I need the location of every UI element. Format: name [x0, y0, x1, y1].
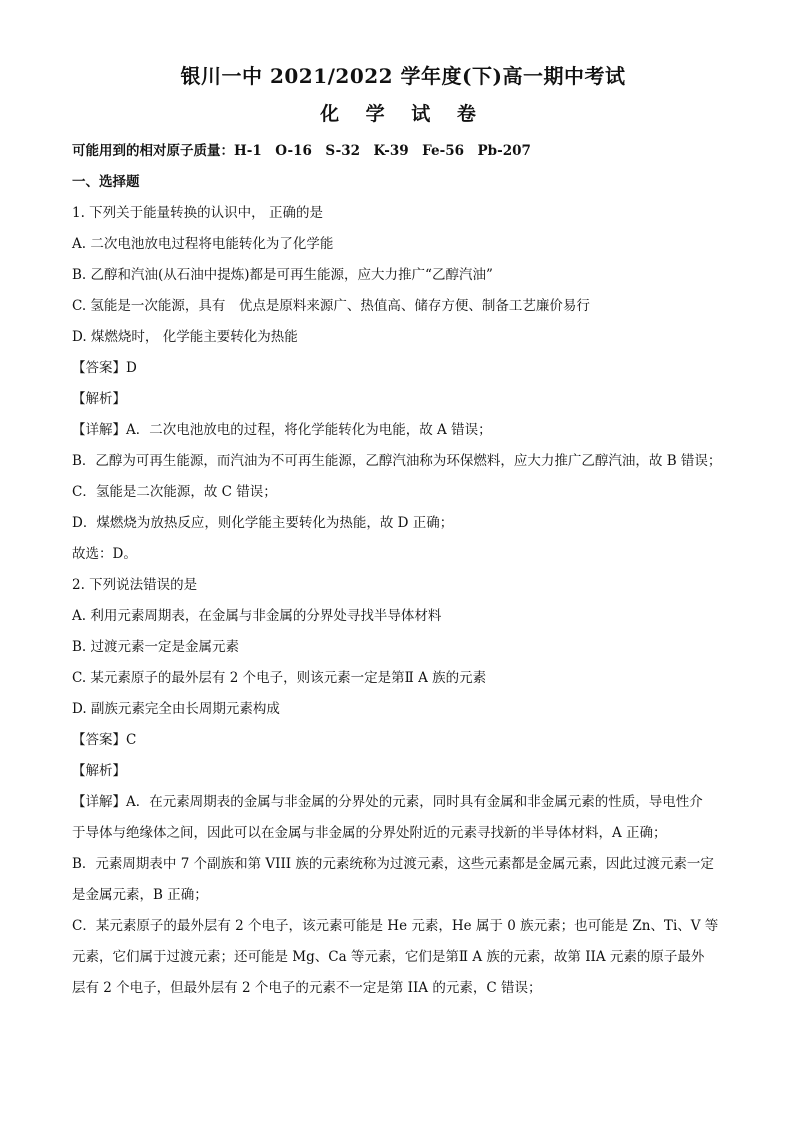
q2-detail-line: B．元素周期表中 7 个副族和第 VIII 族的元素统称为过渡元素，这些元素都是金属元素，因此过渡元素一定 — [72, 856, 714, 872]
q2-option-a: A. 利用元素周期表，在金属与非金属的分界处寻找半导体材料 — [72, 608, 442, 624]
q2-option-d: D. 副族元素完全由长周期元素构成 — [72, 701, 280, 717]
q2-answer: 【答案】C — [72, 732, 137, 748]
q2-detail-line: 是金属元素，B 正确； — [72, 887, 208, 903]
q2-detail-line: 于导体与绝缘体之间，因此可以在金属与非金属的分界处附近的元素寻找新的半导体材料，A 正确； — [72, 825, 667, 841]
atomic-masses-note: 可能用到的相对原子质量：H-1 O-16 S-32 K-39 Fe-56 Pb-207 — [72, 143, 531, 159]
q2-option-c: C. 某元素原子的最外层有 2 个电子，则该元素一定是第Ⅱ A 族的元素 — [72, 670, 487, 686]
exam-title: 银川一中 2021/2022 学年度(下)高一期中考试 — [180, 64, 626, 88]
q2-detail-line: 【详解】A．在元素周期表的金属与非金属的分界处的元素，同时具有金属和非金属元素的性质，导电性介 — [72, 794, 703, 810]
q2-detail-line: C．某元素原子的最外层有 2 个电子，该元素可能是 He 元素，He 属于 0 族元素；也可能是 Zn、Ti、V 等 — [72, 918, 719, 934]
q1-option-a: A. 二次电池放电过程将电能转化为了化学能 — [72, 236, 334, 252]
q1-answer: 【答案】D — [72, 360, 137, 376]
q1-option-c: C. 氢能是一次能源，具有 优点是原料来源广、热值高、储存方便、制备工艺廉价易行 — [72, 298, 590, 314]
q1-analysis-label: 【解析】 — [72, 391, 126, 407]
section-heading: 一、选择题 — [72, 174, 140, 190]
q2-detail-line: 元素，它们属于过渡元素；还可能是 Mg、Ca 等元素，它们是第Ⅱ A 族的元素，故第 IIA 元素的原子最外 — [72, 949, 705, 965]
q2-detail-line: 层有 2 个电子，但最外层有 2 个电子的元素不一定是第 IIA 的元素，C 错误； — [72, 980, 542, 996]
q1-option-b: B. 乙醇和汽油(从石油中提炼)都是可再生能源，应大力推广“乙醇汽油” — [72, 267, 493, 283]
q1-detail-line: C．氢能是二次能源，故 C 错误； — [72, 484, 277, 500]
q1-conclusion: 故选：D。 — [72, 546, 137, 562]
q2-option-b: B. 过渡元素一定是金属元素 — [72, 639, 240, 655]
q2-stem: 2. 下列说法错误的是 — [72, 577, 198, 593]
q1-detail-line: B．乙醇为可再生能源，而汽油为不可再生能源，乙醇汽油称为环保燃料，应大力推广乙醇汽油，故 B 错误； — [72, 453, 722, 469]
q1-detail-line: D．煤燃烧为放热反应，则化学能主要转化为热能，故 D 正确； — [72, 515, 454, 531]
q1-option-d: D. 煤燃烧时， 化学能主要转化为热能 — [72, 329, 298, 345]
q1-stem: 1. 下列关于能量转换的认识中， 正确的是 — [72, 205, 323, 221]
q2-analysis-label: 【解析】 — [72, 763, 126, 779]
exam-subtitle: 化 学 试 卷 — [320, 103, 486, 125]
q1-detail-line: 【详解】A．二次电池放电的过程，将化学能转化为电能，故 A 错误； — [72, 422, 492, 438]
